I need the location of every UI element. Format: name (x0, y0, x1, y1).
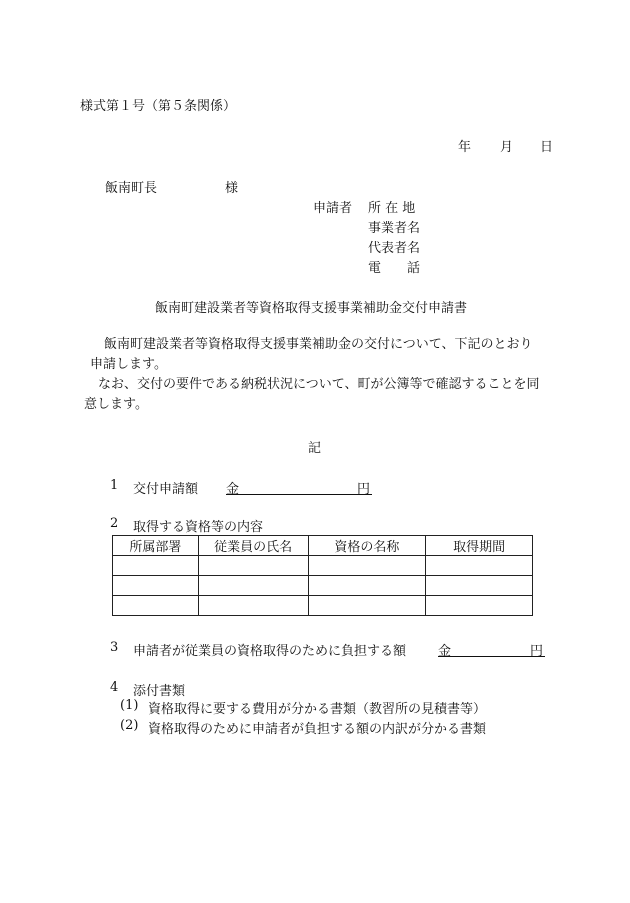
item1-number: 1 (110, 478, 119, 493)
item3-amount-field[interactable] (438, 640, 545, 657)
body-paragraph-2 (84, 375, 564, 415)
header-qualification-name: 資格の名称 (308, 536, 426, 556)
table-cell[interactable] (426, 596, 533, 616)
item2-number: 2 (110, 516, 119, 531)
item4-label: 添付書類 (133, 684, 186, 699)
document-title: 飯南町建設業者等資格取得支援事業補助金交付申請書 (155, 301, 468, 316)
item4-number: 4 (110, 680, 119, 695)
item1-label: 交付申請額 (133, 482, 199, 497)
item3-en: 円 (529, 644, 543, 659)
table-cell[interactable] (198, 596, 308, 616)
item1-en: 円 (356, 482, 370, 497)
item2-label: 取得する資格等の内容 (133, 520, 264, 535)
date-year: 年 (458, 140, 472, 155)
header-acquisition-period: 取得期間 (426, 536, 533, 556)
table-cell[interactable] (113, 596, 199, 616)
date-month: 月 (500, 140, 514, 155)
table-row (113, 556, 533, 576)
doc-1-number: (1) (120, 698, 139, 713)
applicant-representative-label: 代表者名 (368, 241, 421, 256)
table-row (113, 596, 533, 616)
table-cell[interactable] (426, 556, 533, 576)
header-employee-name: 従業員の氏名 (198, 536, 308, 556)
table-cell[interactable] (426, 576, 533, 596)
table-cell[interactable] (308, 556, 426, 576)
doc-1-text: 資格取得に要する費用が分かる書類（教習所の見積書等） (148, 702, 487, 717)
ki-heading: 記 (308, 441, 322, 456)
body-p1-line2: 申請します。 (90, 357, 167, 372)
table-header-row (113, 536, 533, 556)
doc-2-number: (2) (120, 718, 139, 733)
item3-kin: 金 (438, 644, 452, 659)
applicant-address-label: 所 在 地 (368, 201, 416, 216)
body-p2-line1: なお、交付の要件である納税状況について、町が公簿等で確認することを同 (98, 377, 540, 392)
applicant-business-name-label: 事業者名 (368, 221, 421, 236)
table-cell[interactable] (198, 576, 308, 596)
item1-kin: 金 (226, 482, 240, 497)
form-number: 様式第１号（第５条関係） (80, 99, 237, 114)
qualification-table (112, 535, 533, 616)
table-row (113, 576, 533, 596)
body-p2-line2: 意します。 (84, 397, 148, 412)
table-cell[interactable] (308, 596, 426, 616)
table-cell[interactable] (113, 576, 199, 596)
item1-amount-field[interactable] (226, 478, 372, 495)
body-p1-line1: 飯南町建設業者等資格取得支援事業補助金の交付について、下記のとおり (104, 337, 533, 352)
addressee-name: 飯南町長 (105, 181, 158, 196)
date-day: 日 (540, 140, 554, 155)
addressee-honorific: 様 (225, 181, 239, 196)
item3-number: 3 (110, 640, 119, 655)
table-cell[interactable] (113, 556, 199, 576)
applicant-phone-label: 電 話 (368, 261, 421, 276)
doc-2-text: 資格取得のために申請者が負担する額の内訳が分かる書類 (148, 722, 487, 737)
item3-label: 申請者が従業員の資格取得のために負担する額 (133, 644, 407, 659)
applicant-label: 申請者 (313, 201, 353, 216)
body-paragraph-1 (90, 335, 560, 375)
table-cell[interactable] (198, 556, 308, 576)
header-department: 所属部署 (113, 536, 199, 556)
table-cell[interactable] (308, 576, 426, 596)
